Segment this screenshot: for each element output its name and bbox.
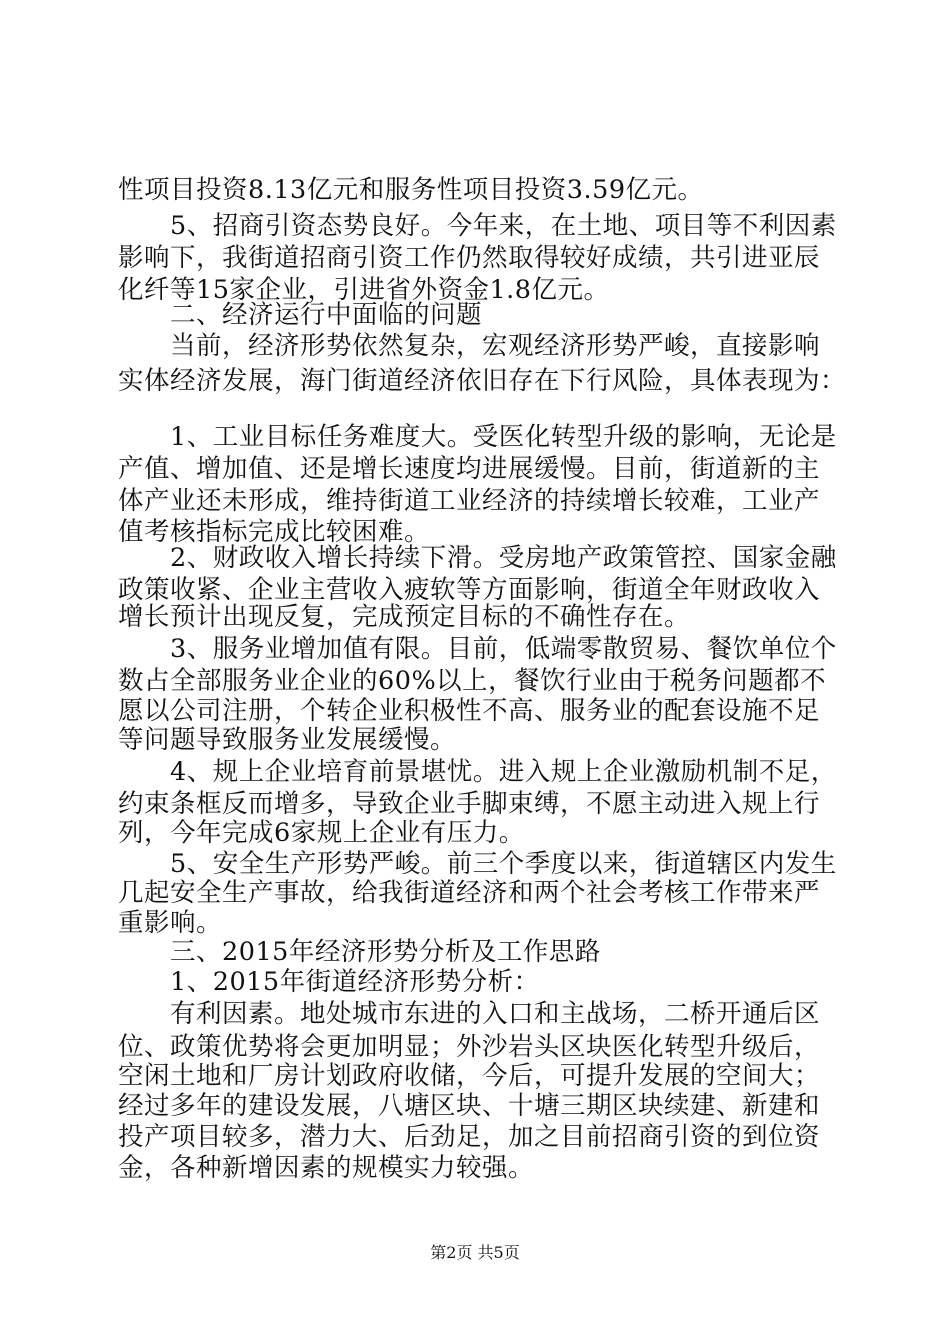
body-text-line: 投产项目较多，潜力大、后劲足，加之目前招商引资的到位资 xyxy=(118,1122,821,1152)
page-footer: 第2页 共5页 xyxy=(430,1243,520,1262)
body-text-line: 体产业还未形成，维持街道工业经济的持续增长较难，工业产 xyxy=(118,486,821,516)
body-text-line: 1、工业目标任务难度大。受医化转型升级的影响，无论是 xyxy=(118,422,837,452)
body-text-line: 化纤等15家企业，引进省外资金1.8亿元。 xyxy=(118,275,610,305)
section-heading: 二、经济运行中面临的问题 xyxy=(118,300,483,330)
body-text-line: 空闲土地和厂房计划政府收储，今后，可提升发展的空间大； xyxy=(118,1061,821,1091)
section-heading: 三、2015年经济形势分析及工作思路 xyxy=(118,937,601,967)
body-text-line: 列，今年完成6家规上企业有压力。 xyxy=(118,818,525,848)
body-text-line: 产值、增加值、还是增长速度均进展缓慢。目前，街道新的主 xyxy=(118,454,821,484)
body-text-line: 经过多年的建设发展，八塘区块、十塘三期区块续建、新建和 xyxy=(118,1091,821,1121)
body-text-line: 等问题导致服务业发展缓慢。 xyxy=(118,725,457,755)
body-text-line: 实体经济发展，海门街道经济依旧存在下行风险，具体表现为： xyxy=(118,366,847,396)
body-text-line: 几起安全生产事故，给我街道经济和两个社会考核工作带来严 xyxy=(118,878,821,908)
body-text-line: 性项目投资8.13亿元和服务性项目投资3.59亿元。 xyxy=(118,175,704,205)
body-text-line: 金，各种新增因素的规模实力较强。 xyxy=(118,1153,535,1183)
body-text-line: 5、招商引资态势良好。今年来，在土地、项目等不利因素 xyxy=(118,211,837,241)
body-text-line: 政策收紧、企业主营收入疲软等方面影响，街道全年财政收入 xyxy=(118,575,821,605)
body-text-line: 数占全部服务业企业的60%以上，餐饮行业由于税务问题都不 xyxy=(118,666,827,696)
body-text-line: 值考核指标完成比较困难。 xyxy=(118,517,431,547)
body-text-line: 影响下，我街道招商引资工作仍然取得较好成绩，共引进亚辰 xyxy=(118,243,821,273)
body-text-line: 约束条框反而增多，导致企业手脚束缚，不愿主动进入规上行 xyxy=(118,789,821,819)
body-text-line: 位、政策优势将会更加明显；外沙岩头区块医化转型升级后， xyxy=(118,1032,821,1062)
body-text-line: 5、安全生产形势严峻。前三个季度以来，街道辖区内发生 xyxy=(118,849,837,879)
subsection-heading: 1、2015年街道经济形势分析： xyxy=(118,967,540,997)
body-text-line: 4、规上企业培育前景堪忧。进入规上企业激励机制不足， xyxy=(118,757,837,787)
body-text-line: 3、服务业增加值有限。目前，低端零散贸易、餐饮单位个 xyxy=(118,634,837,664)
body-text-line: 愿以公司注册，个转企业积极性不高、服务业的配套设施不足 xyxy=(118,696,821,726)
body-text-line: 重影响。 xyxy=(118,908,223,938)
body-text-line: 2、财政收入增长持续下滑。受房地产政策管控、国家金融 xyxy=(118,543,837,573)
body-text-line: 当前，经济形势依然复杂，宏观经济形势严峻，直接影响 xyxy=(118,331,821,361)
body-text-line: 有利因素。地处城市东进的入口和主战场，二桥开通后区 xyxy=(118,999,821,1029)
body-text-line: 增长预计出现反复，完成预定目标的不确性存在。 xyxy=(118,602,691,632)
